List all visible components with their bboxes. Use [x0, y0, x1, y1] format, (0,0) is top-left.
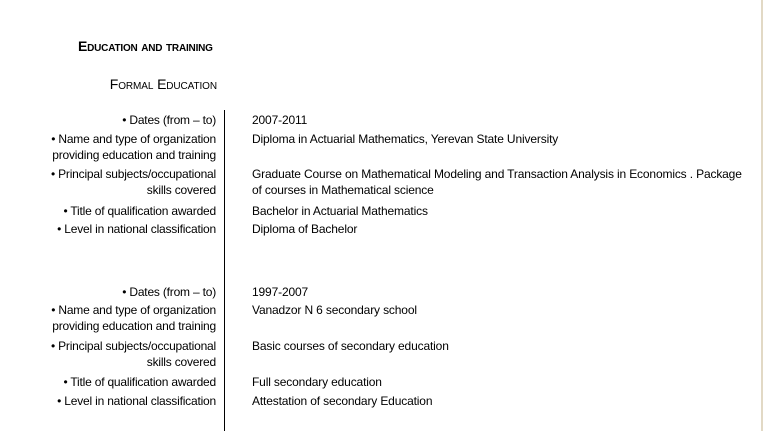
organization-value: Vanadzor N 6 secondary school	[252, 303, 417, 317]
subjects-label: • Principal subjects/occupational	[50, 167, 216, 181]
organization-label-line2: providing education and training	[52, 148, 216, 162]
qualification-title-value: Bachelor in Actuarial Mathematics	[252, 204, 428, 218]
qualification-title-value: Full secondary education	[252, 375, 382, 389]
classification-level-value: Attestation of secondary Education	[252, 394, 433, 408]
organization-label: • Name and type of organization	[51, 303, 216, 317]
column-divider	[224, 110, 225, 431]
dates-label: • Dates (from – to)	[122, 113, 216, 127]
dates-value: 2007-2011	[252, 113, 308, 127]
section-heading: Education and training	[78, 38, 213, 54]
dates-value: 1997-2007	[252, 285, 309, 299]
organization-label-line2: providing education and training	[52, 319, 216, 333]
subjects-value: Basic courses of secondary education	[252, 339, 449, 353]
subjects-label-line2: skills covered	[146, 355, 216, 369]
organization-label: • Name and type of organization	[51, 132, 216, 146]
organization-value: Diploma in Actuarial Mathematics, Yerevan State University	[252, 132, 559, 146]
classification-level-value: Diploma of Bachelor	[252, 222, 358, 236]
subjects-value-line2: of courses in Mathematical science	[252, 183, 434, 197]
qualification-title-label: • Title of qualification awarded	[63, 375, 216, 389]
qualification-title-label: • Title of qualification awarded	[63, 204, 216, 218]
classification-level-label: • Level in national classification	[57, 394, 216, 408]
page-edge-border	[761, 0, 763, 431]
subjects-label: • Principal subjects/occupational	[50, 339, 216, 353]
dates-label: • Dates (from – to)	[122, 285, 216, 299]
subjects-value: Graduate Course on Mathematical Modeling and Transaction Analysis in Economics . Package	[252, 167, 742, 181]
classification-level-label: • Level in national classification	[57, 222, 216, 236]
subjects-label-line2: skills covered	[146, 183, 216, 197]
subsection-heading: Formal Education	[109, 76, 217, 92]
